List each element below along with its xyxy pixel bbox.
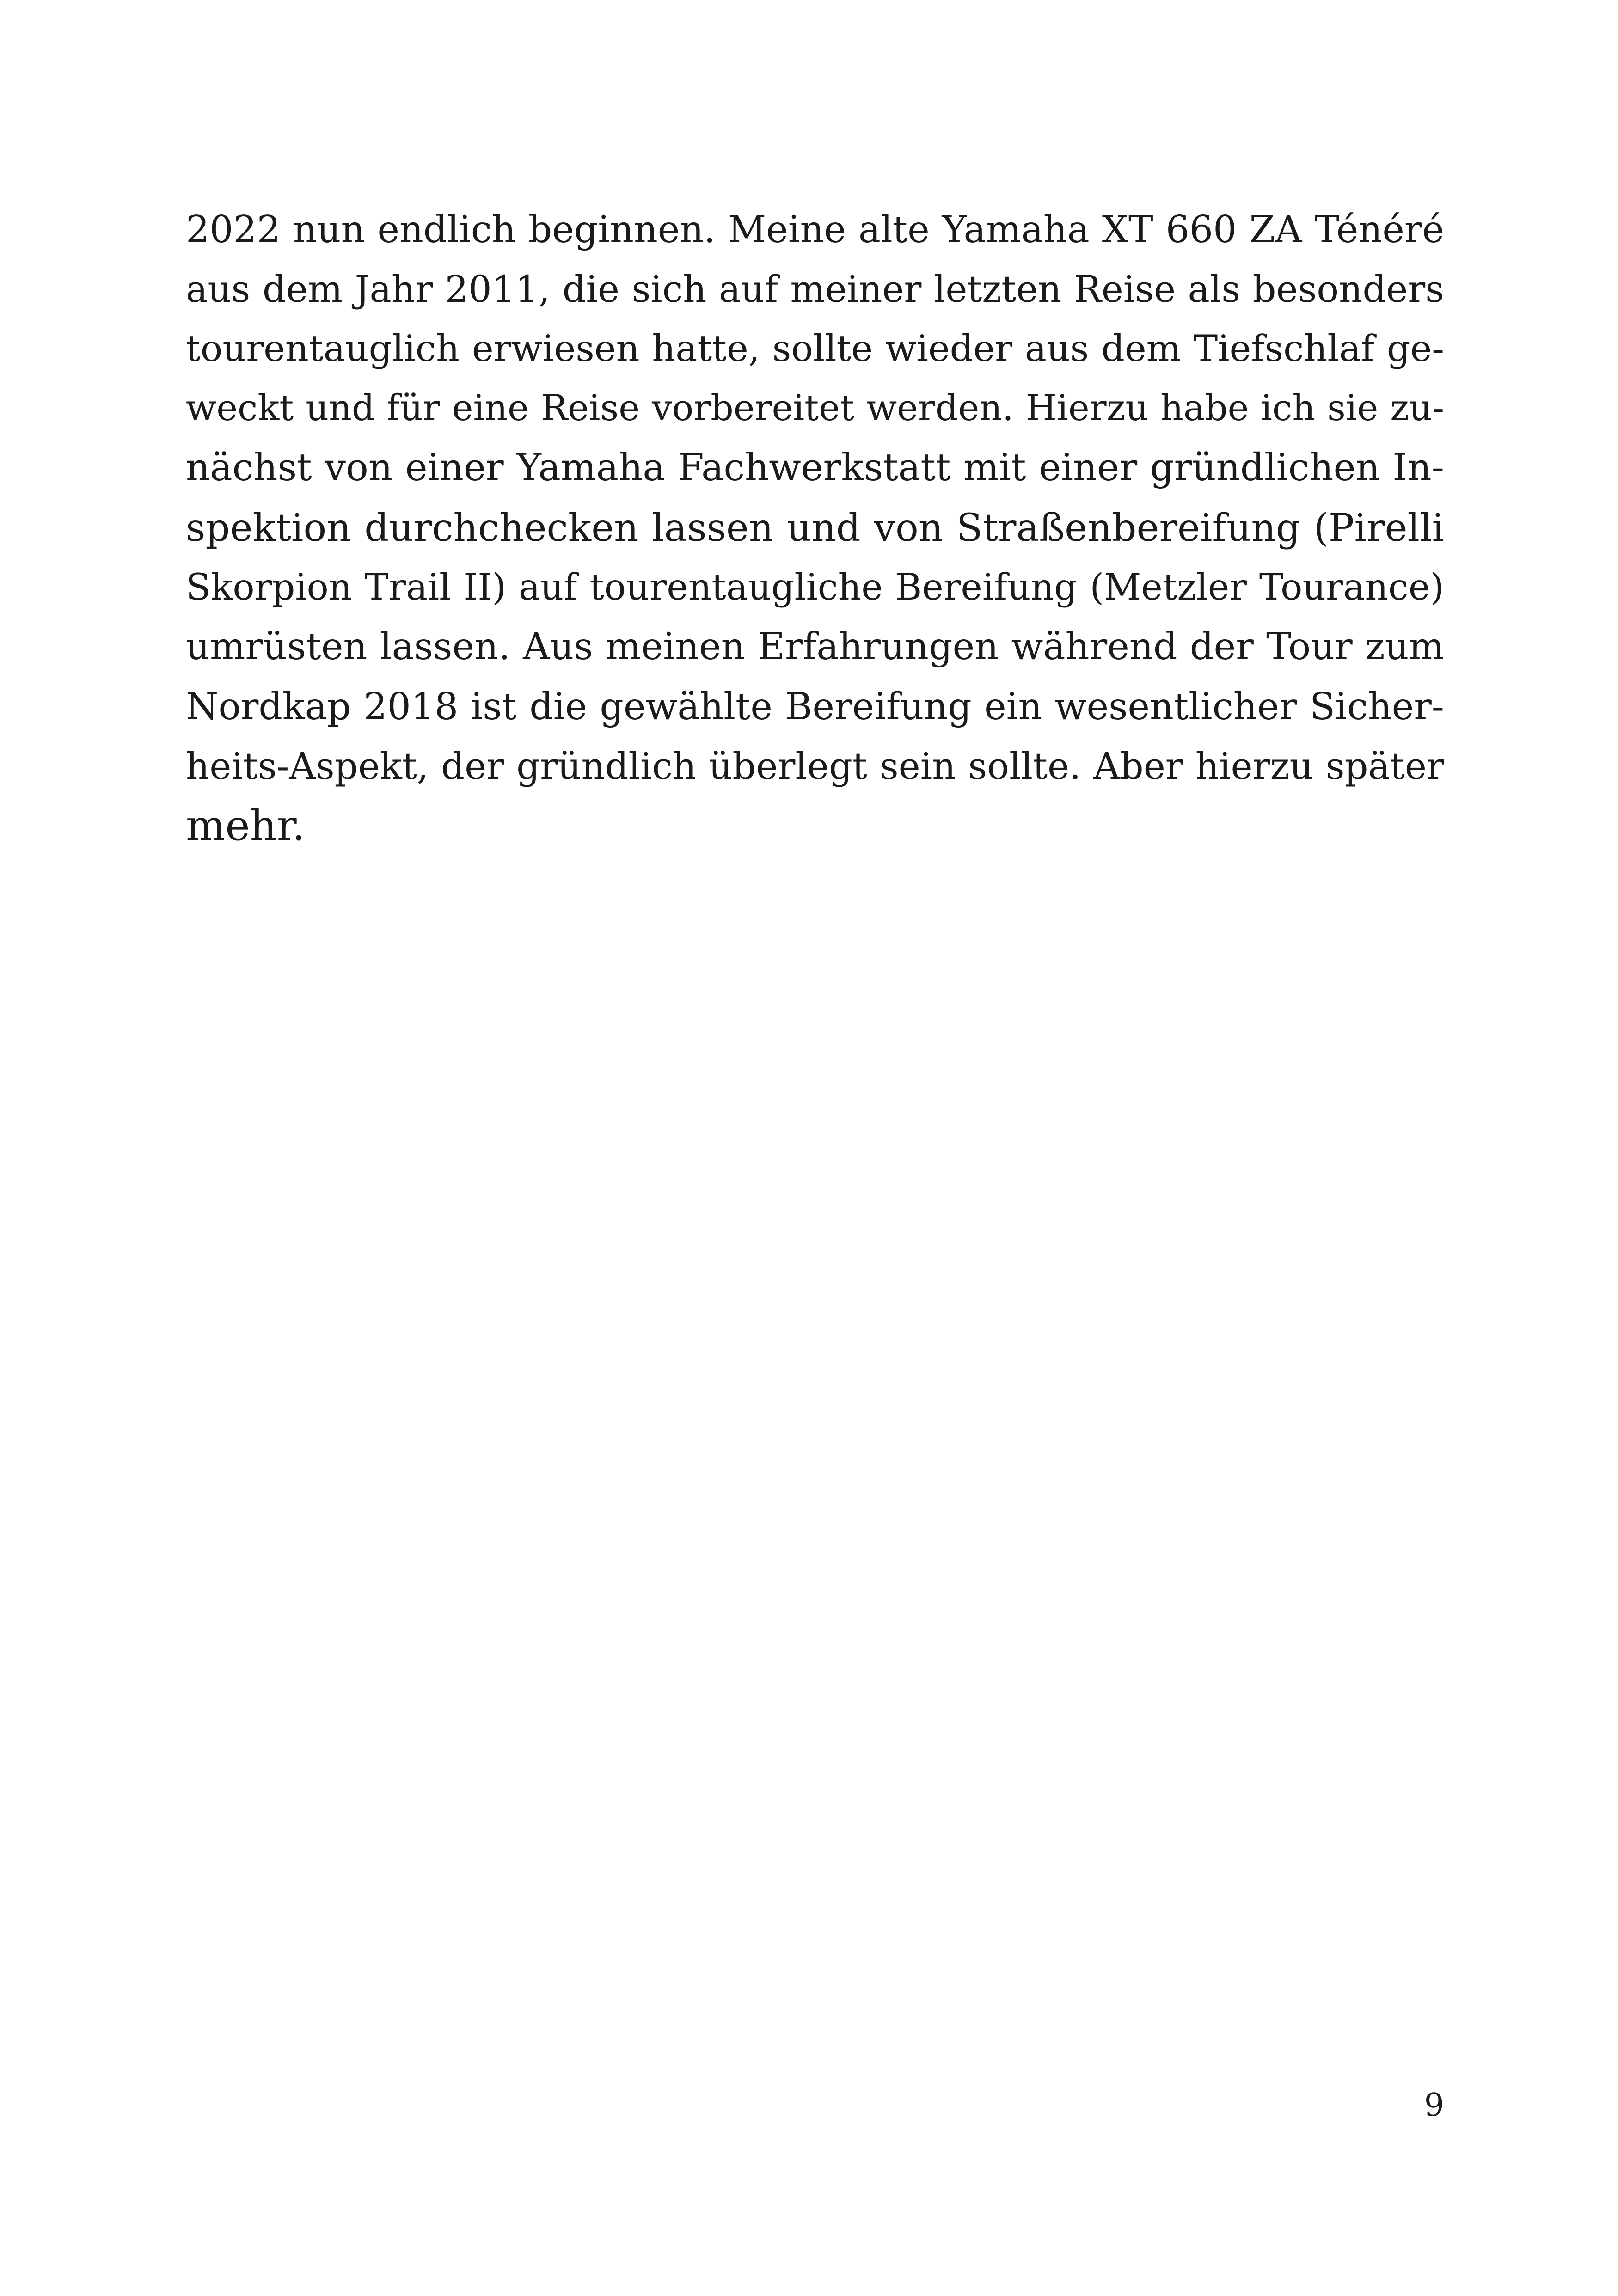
paragraph-line: 2022 nun endlich beginnen. Meine alte Yamaha XT 660 ZA Ténéré [186,208,1444,251]
paragraph-line: weckt und für eine Reise vorbereitet werden. Hierzu habe ich sie zu- [186,387,1444,429]
paragraph-line: spektion durchchecken lassen und von Straßenbereifung (Pirelli [186,505,1444,550]
paragraph-line: heits-Aspekt, der gründlich überlegt sein sollte. Aber hierzu später [186,745,1444,788]
paragraph-line: aus dem Jahr 2011, die sich auf meiner letzten Reise als besonders [186,268,1444,311]
paragraph-line: umrüsten lassen. Aus meinen Erfahrungen während der Tour zum [186,625,1444,668]
paragraph-line: Nordkap 2018 ist die gewählte Bereifung ein wesentlicher Sicher- [186,685,1444,728]
paragraph-line: tourentauglich erwiesen hatte, sollte wieder aus dem Tiefschlaf ge- [186,327,1444,370]
paragraph-line: nächst von einer Yamaha Fachwerkstatt mit einer gründlichen In- [186,446,1444,490]
page-number: 9 [1424,2087,1444,2124]
paragraph-line: Skorpion Trail II) auf tourentaugliche Bereifung (Metzler Tourance) [186,566,1444,608]
body-paragraph [186,200,1444,856]
paragraph-line: mehr. [186,802,306,850]
